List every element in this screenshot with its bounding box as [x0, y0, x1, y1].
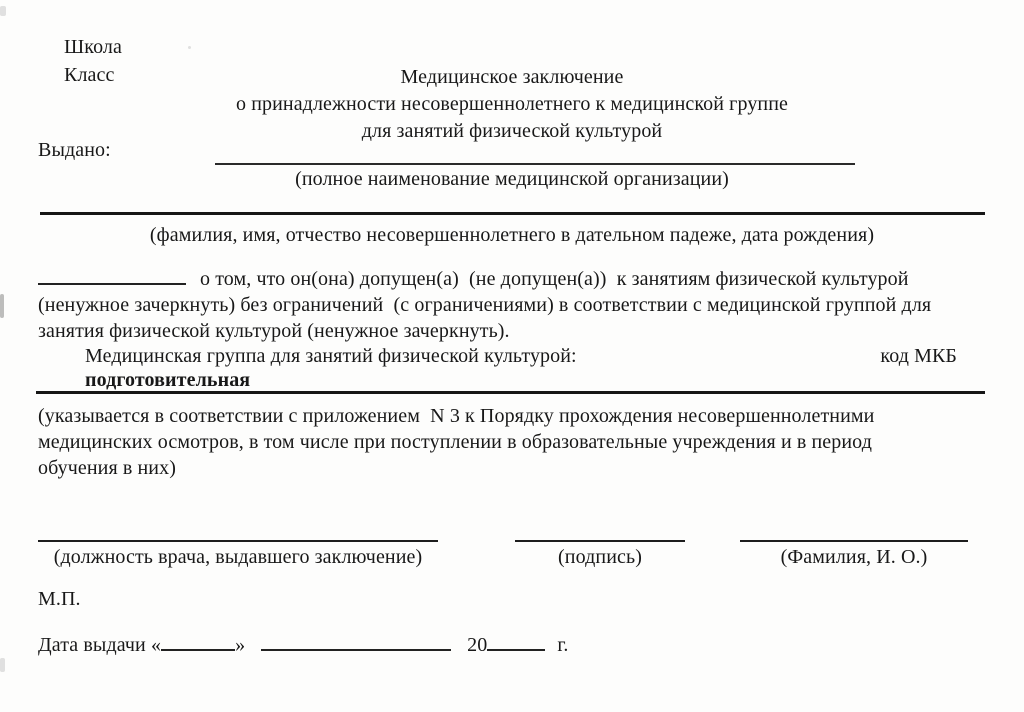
scan-speck [188, 46, 191, 49]
class-label: Класс [64, 64, 115, 86]
scan-artifact [0, 658, 5, 672]
date-year-blank [487, 635, 545, 651]
group-label: Медицинская группа для занятий физической культурой: [85, 345, 577, 367]
body-line-3: занятия физической культурой (ненужное зачеркнуть). [38, 320, 510, 342]
date-suffix: г. [557, 634, 569, 656]
date-close-quote: » [235, 634, 246, 656]
signature-sign-line [515, 524, 685, 542]
body-line-1-text: о том, что он(она) допущен(а) (не допущен(а)) к занятиям физической культурой [200, 268, 909, 290]
signature-position-line [38, 524, 438, 542]
issue-date-row [38, 634, 569, 657]
date-month-blank [261, 635, 451, 651]
date-day-blank [161, 635, 235, 651]
document-title [0, 64, 1024, 145]
group-value: подготовительная [85, 369, 251, 391]
signature-name-column [740, 524, 968, 569]
mkb-code-label: код МКБ [880, 345, 957, 367]
signature-sign-caption: (подпись) [558, 546, 642, 568]
signature-position-column [38, 524, 438, 569]
date-year-prefix: 20 [467, 634, 488, 656]
title-line-3: для занятий физической культурой [361, 120, 663, 142]
body-line-1 [38, 266, 988, 292]
title-line-1: Медицинское заключение [400, 66, 624, 88]
date-prefix: Дата выдачи « [38, 634, 162, 656]
scan-artifact [0, 6, 6, 16]
issued-label: Выдано: [38, 139, 111, 161]
note-line-1: (указывается в соответствии с приложением N 3 к Порядку прохождения несовершеннолетними [38, 405, 875, 427]
note-line-2: медицинских осмотров, в том числе при поступлении в образовательные учреждения и в период [38, 431, 872, 453]
fill-blank [38, 269, 186, 285]
group-row [38, 345, 985, 368]
organization-fill-line [215, 147, 855, 165]
title-line-2: о принадлежности несовершеннолетнего к медицинской группе [236, 93, 788, 115]
stamp-placeholder: М.П. [38, 588, 81, 610]
note-line-3: обучения в них) [38, 457, 176, 479]
note-rule [36, 391, 985, 394]
signature-position-caption: (должность врача, выдавшего заключение) [53, 546, 423, 568]
school-label: Школа [64, 36, 122, 58]
organization-caption: (полное наименование медицинской организации) [295, 168, 729, 190]
signature-name-line [740, 524, 968, 542]
signature-sign-column [515, 524, 685, 569]
scan-artifact [0, 294, 4, 318]
body-paragraph [38, 266, 988, 344]
name-caption: (фамилия, имя, отчество несовершеннолетнего в дательном падеже, дата рождения) [149, 224, 875, 246]
note-paragraph [38, 403, 988, 481]
signature-name-caption: (Фамилия, И. О.) [780, 546, 928, 568]
body-line-2: (ненужное зачеркнуть) без ограничений (с ограничениями) в соответствии с медицинской группой для [38, 294, 932, 316]
name-fill-rule [40, 212, 985, 215]
